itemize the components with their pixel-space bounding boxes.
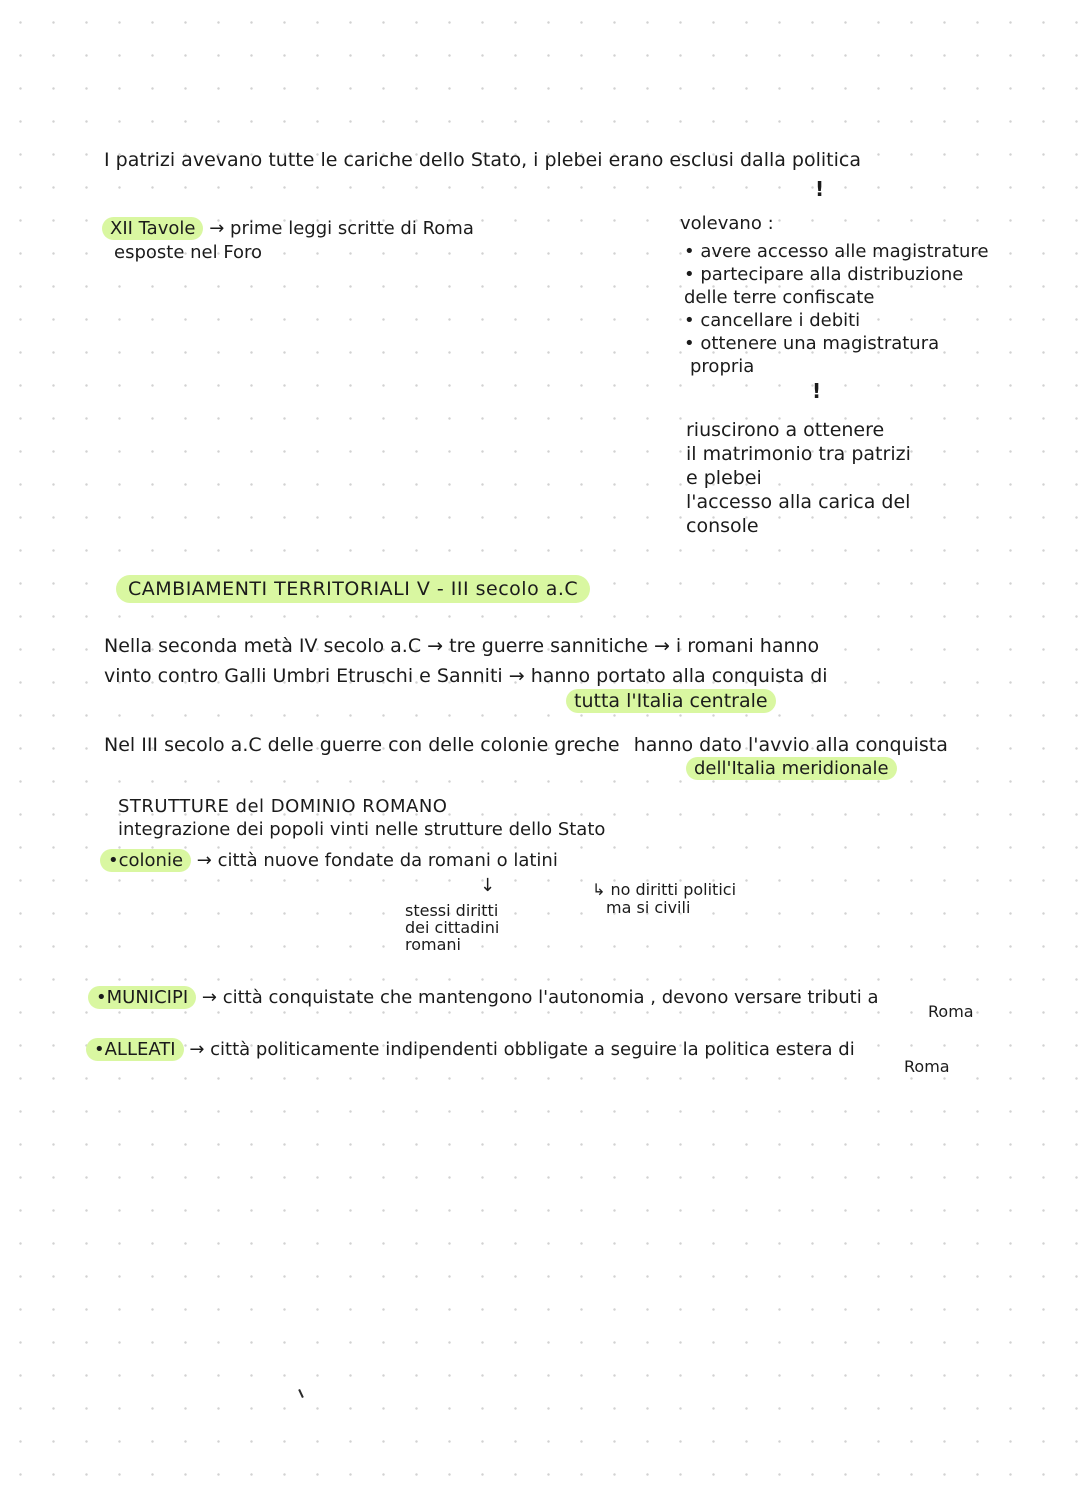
demands-heading: volevano : [680,213,774,234]
note-line: ↳ no diritti politici [592,880,737,899]
intro-sentence: I patrizi avevano tutte le cariche dello Stato, i plebei erano esclusi dalla politica [104,149,861,171]
arrow-icon: → [201,987,217,1008]
intro-exclamation: ! [815,177,825,201]
demand-item: propria [690,356,755,377]
municipi-text: città conquistate che mantengono l'autonomia , devono versare tributi a [222,987,879,1008]
alleati-cont: Roma [904,1057,950,1076]
note-line: ma si civili [606,898,691,917]
territorial-text: Nel III secolo a.C delle guerre con delle colonie greche [104,734,620,756]
territorial-text: tre guerre sannitiche [449,635,648,657]
territorial-highlight: tutta l'Italia centrale [566,689,776,713]
demands-list [684,240,989,378]
territorial-text: i romani hanno [675,635,820,657]
demands-results [686,418,911,538]
result-line: console [686,515,759,537]
demand-item: • avere accesso alle magistrature [684,241,989,262]
territorial-text: Nella seconda metà IV secolo a.C [104,635,422,657]
territorial-line-4 [104,735,948,757]
note-line: dei cittadini [405,918,500,937]
arrow-icon: → [209,218,225,239]
territorial-title-text: CAMBIAMENTI TERRITORIALI V - III secolo a.C [116,575,590,603]
result-line: riuscirono a ottenere [686,419,885,441]
arrow-icon: → [653,635,670,657]
territorial-title [116,579,590,601]
xii-tavole-label: XII Tavole [102,217,203,240]
territorial-text: vinto contro Galli Umbri Etruschi e Sanniti [104,665,503,687]
down-arrow-icon: ↓ [480,875,496,896]
structures-title: STRUTTURE del DOMINIO ROMANO [118,796,448,817]
municipi-label: •MUNICIPI [88,986,196,1009]
territorial-line-1 [104,636,819,658]
colonie-text: città nuove fondate da romani o latini [217,850,558,871]
alleati-row [86,1040,855,1061]
structures-subtitle: integrazione dei popoli vinti nelle strutture dello Stato [118,819,606,840]
arrow-icon: → [189,1039,205,1060]
territorial-line-3 [566,691,776,713]
alleati-text: città politicamente indipendenti obbligate a seguire la politica estera di [210,1039,855,1060]
colonie-row [100,851,558,872]
romani-note [405,902,499,953]
xii-tavole-text-2: esposte nel Foro [114,242,263,263]
territorial-text: hanno dato l'avvio alla conquista [633,734,948,756]
territorial-highlight: dell'Italia meridionale [686,757,897,780]
territorial-line-5 [686,759,897,780]
demand-item: • cancellare i debiti [684,310,861,331]
result-line: l'accesso alla carica del [686,491,911,513]
arrow-icon: → [196,850,212,871]
xii-tavole-row [102,219,474,240]
demands-exclamation: ! [812,379,822,403]
demand-item: delle terre confiscate [684,287,875,308]
demand-item: • partecipare alla distribuzione [684,264,964,285]
alleati-label: •ALLEATI [86,1038,184,1061]
xii-tavole-text: prime leggi scritte di Roma [230,218,474,239]
colonie-label: •colonie [100,849,191,872]
municipi-cont: Roma [928,1002,974,1021]
demand-item: • ottenere una magistratura [684,333,940,354]
territorial-text: hanno portato alla conquista di [530,665,828,687]
note-line: romani [405,935,461,954]
arrow-icon: → [508,665,525,687]
result-line: il matrimonio tra patrizi [686,443,911,465]
note-line: stessi diritti [405,901,499,920]
arrow-icon: → [427,635,444,657]
territorial-line-2 [104,666,828,688]
municipi-row [88,988,879,1009]
pen-mark [298,1389,304,1398]
result-line: e plebei [686,467,762,489]
latini-note [592,881,736,917]
